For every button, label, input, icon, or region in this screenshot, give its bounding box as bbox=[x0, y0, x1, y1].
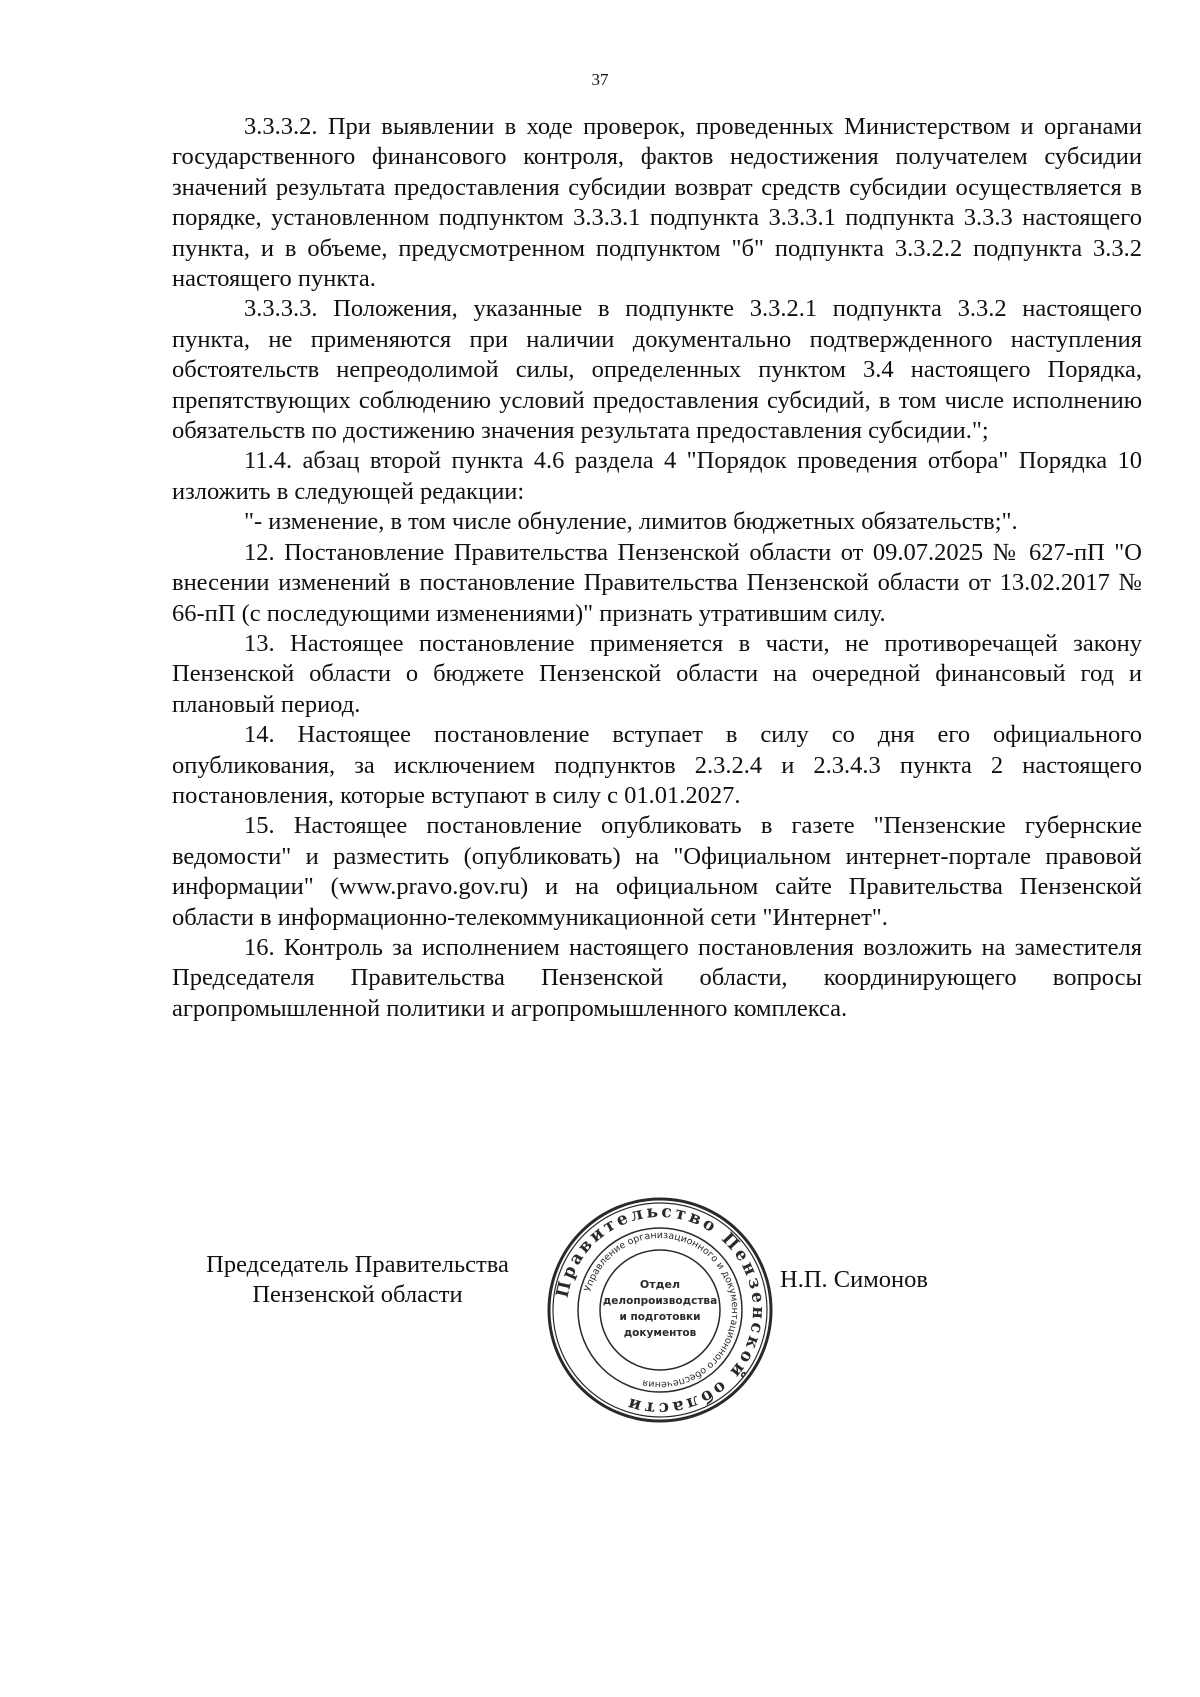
seal-middle-ring bbox=[578, 1228, 742, 1392]
seal-inner-ring-text: Управление организационного и документационного обеспечения bbox=[582, 1229, 741, 1391]
paragraph-quoted-amendment: "- изменение, в том числе обнуление, лимитов бюджетных обязательств;". bbox=[244, 508, 1018, 536]
paragraph-3-3-3-3: 3.3.3.3. Положения, указанные в подпункте 3.3.2.1 подпункта 3.3.2 настоящего пункта, не применяются при наличии документально подтвержденного наступления обстоятельств непреодолимой силы, определенных пунктом 3.4 настоящего Порядка, препятствующих соблюдению условий предоставления субсидий, в том числе исполнению обязательств по достижению значения результата предоставления субсидии."; bbox=[172, 295, 1142, 445]
signatory-name: Н.П. Симонов bbox=[780, 1266, 928, 1293]
document-body bbox=[172, 112, 1142, 1024]
paragraph-16: 16. Контроль за исполнением настоящего постановления возложить на заместителя Председателя Правительства Пензенской области, координирующего вопросы агропромышленной политики и агропромышленного комплекса. bbox=[172, 933, 1142, 1022]
seal-center-line3: и подготовки bbox=[619, 1311, 701, 1323]
paragraph-11-4: 11.4. абзац второй пункта 4.6 раздела 4 "Порядок проведения отбора" Порядка 10 изложить в следующей редакции: bbox=[172, 447, 1142, 505]
paragraph-13: 13. Настоящее постановление применяется в части, не противоречащей закону Пензенской области о бюджете Пензенской области на очередной финансовый год и плановый период. bbox=[172, 629, 1142, 718]
paragraph-12: 12. Постановление Правительства Пензенской области от 09.07.2025 № 627-пП "О внесении изменений в постановление Правительства Пензенской области от 13.02.2017 № 66-пП (с последующими изменениями)" признать утратившим силу. bbox=[172, 538, 1142, 627]
seal-outer-text: Правительство Пензенской области bbox=[552, 1201, 769, 1419]
seal-center-line2: делопроизводства bbox=[602, 1295, 718, 1307]
seal-inner-ring bbox=[600, 1250, 720, 1370]
seal-center-line1: Отдел bbox=[639, 1278, 681, 1291]
signatory-position-line1: Председатель Правительства bbox=[206, 1251, 509, 1278]
signatory-position bbox=[180, 1250, 535, 1310]
paragraph-14: 14. Настоящее постановление вступает в силу со дня его официального опубликования, за исключением подпунктов 2.3.2.4 и 2.3.4.3 пункта 2 настоящего постановления, которые вступают в силу с 01.01.2027. bbox=[172, 721, 1142, 809]
paragraph-15: 15. Настоящее постановление опубликовать в газете "Пензенские губернские ведомости" и разместить (опубликовать) на "Официальном интернет-портале правовой информации" (www.pravo.gov.ru) и на официальном сайте Правительства Пензенской области в информационно-телекоммуникационной сети "Интернет". bbox=[172, 812, 1142, 931]
paragraph-3-3-3-2: 3.3.3.2. При выявлении в ходе проверок, проведенных Министерством и органами государственного финансового контроля, фактов недостижения получателем субсидии значений результата предоставления субсидии возврат средств субсидии осуществляется в порядке, установленном подпунктом 3.3.3.1 подпункта 3.3.3.1 подпункта 3.3.3 настоящего пункта, и в объеме, предусмотренном подпунктом "б" подпункта 3.3.2.2 подпункта 3.3.2 настоящего пункта. bbox=[172, 113, 1142, 293]
signature-block bbox=[0, 1195, 1200, 1425]
signatory-position-line2: Пензенской области bbox=[252, 1281, 463, 1308]
official-seal bbox=[545, 1195, 775, 1425]
seal-graphic bbox=[545, 1195, 775, 1425]
page-number: 37 bbox=[591, 70, 609, 89]
seal-center-line4: документов bbox=[623, 1327, 697, 1339]
